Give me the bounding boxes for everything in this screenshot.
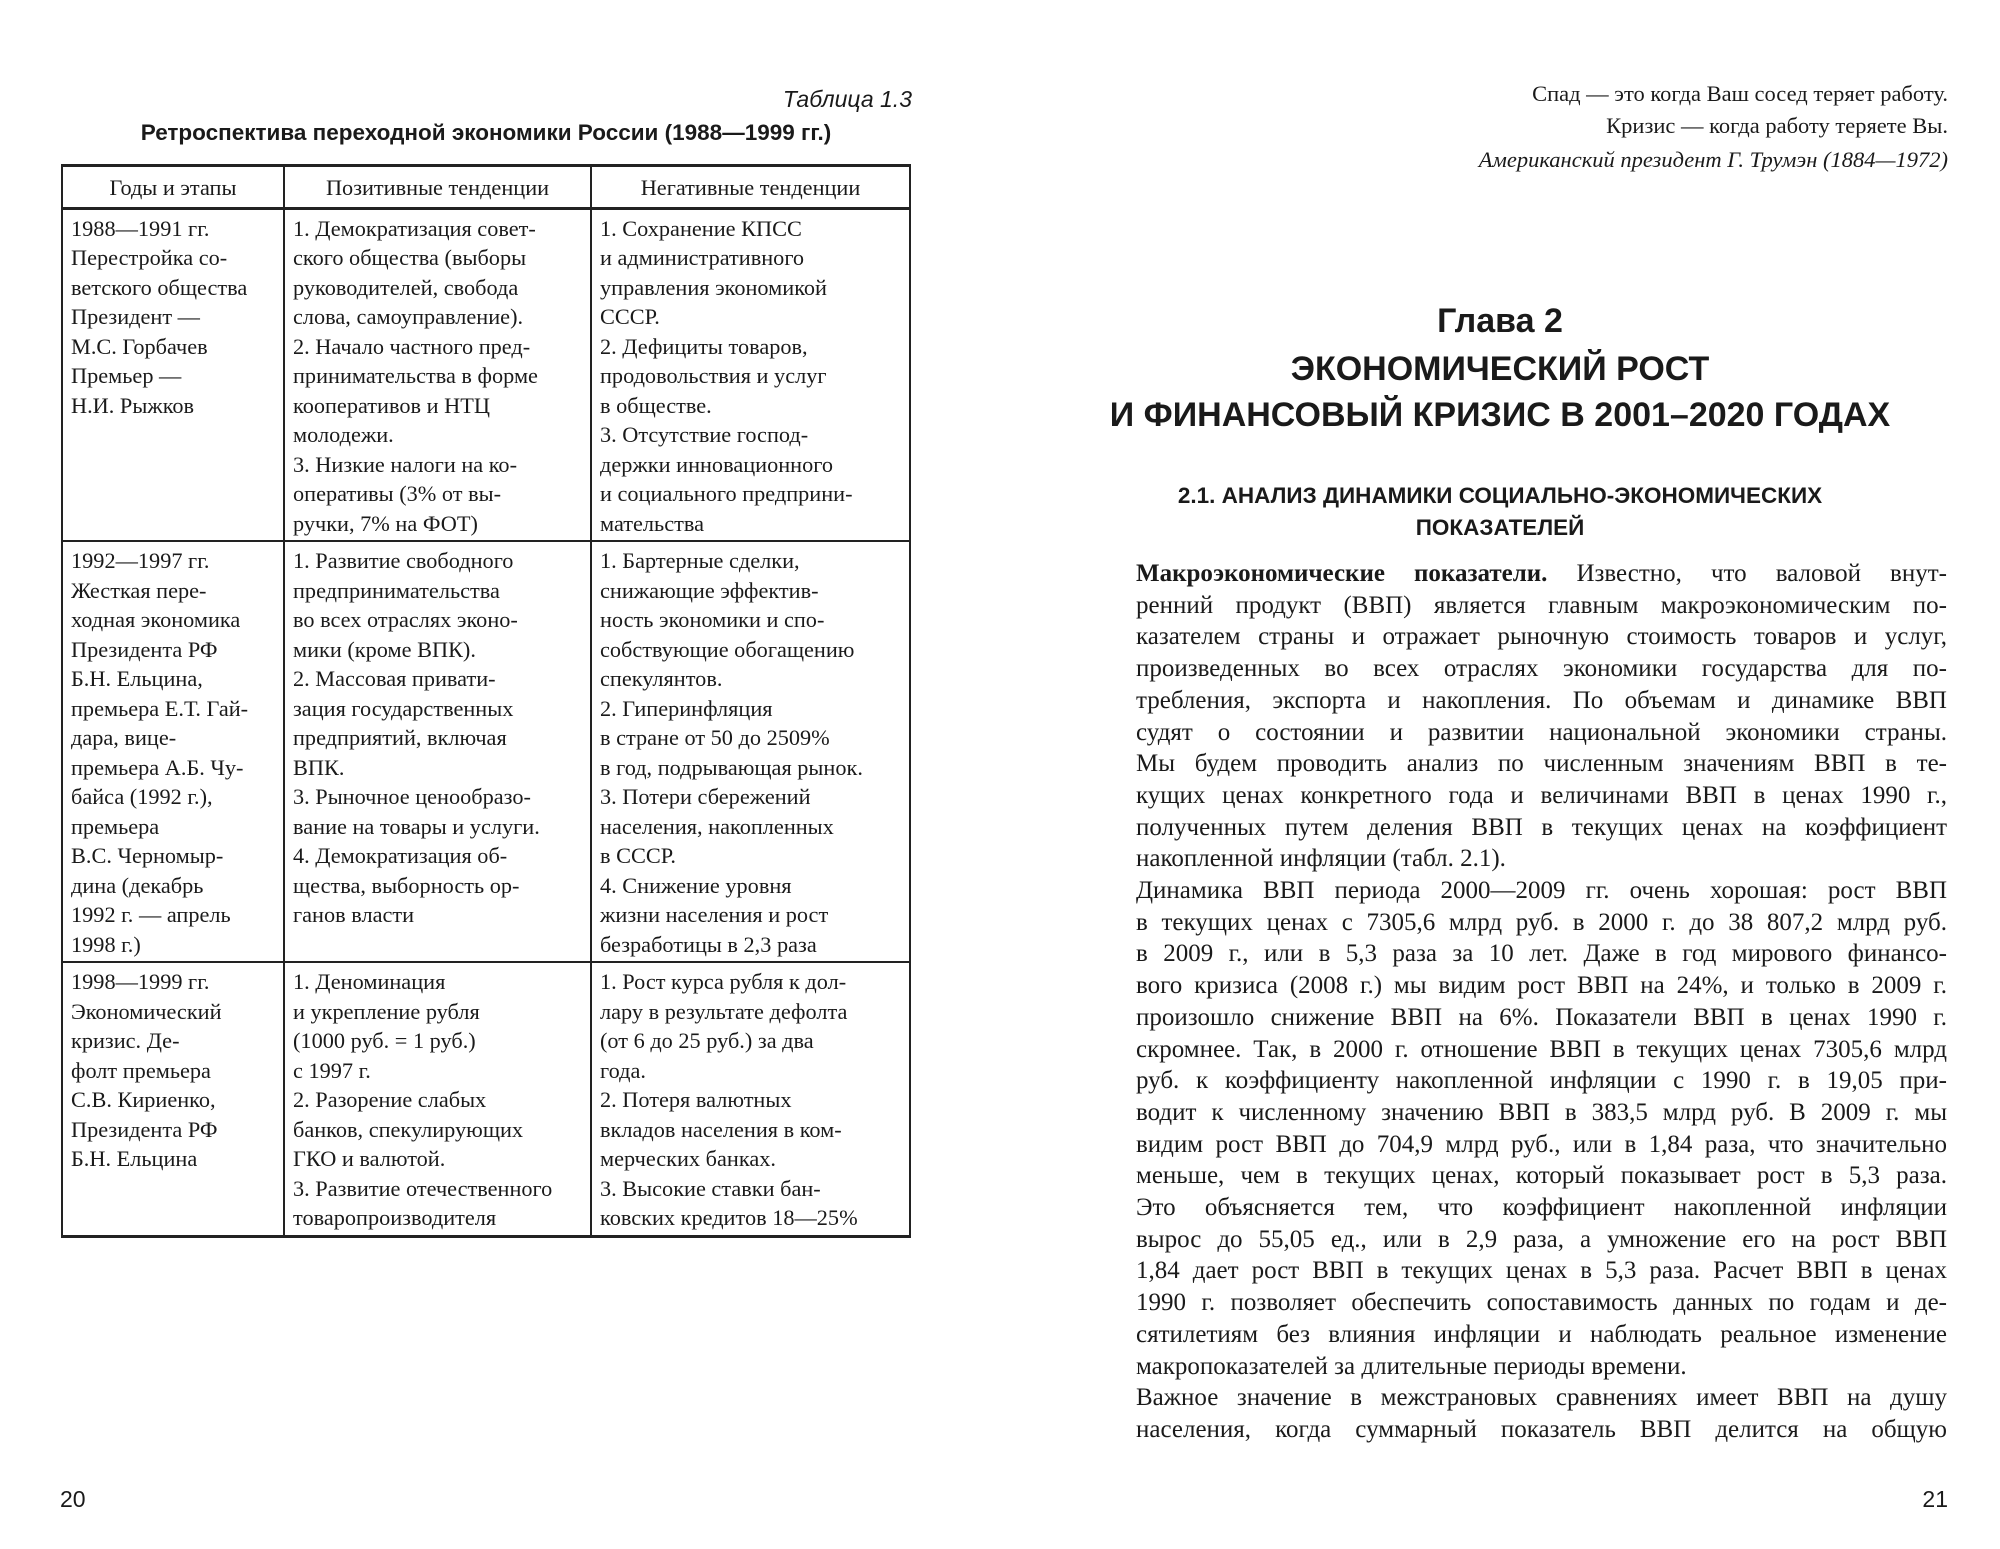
epigraph-author: Американский президент Г. Трумэн (1884—1972) (1478, 147, 1948, 172)
cell-positive: 1. Развитие свободного предпринимательства во всех отраслях эконо- мики (кроме ВПК). 2. Массовая привати- зация государственных предприятий, включая ВПК. 3. Рыночное ценообразо- вание на товары и услуги. 4. Демократизация об- щества, выборность ор- ганов власти (284, 541, 591, 962)
cell-period: 1988—1991 гг. Перестройка со- ветского общества Президент — М.С. Горбачев Премьер — Н.И. Рыжков (62, 208, 284, 541)
paragraph-line: руб. к коэффициенту накопленной инфляции с 1990 г. в 19,05 при- (1136, 1067, 1947, 1095)
table-row (62, 962, 910, 1236)
paragraph-line-text: Известно, что валовой внут- (1547, 560, 1947, 587)
chapter-title-line: И ФИНАНСОВЫЙ КРИЗИС В 2001–2020 ГОДАХ (1109, 396, 1891, 434)
section-title-line: 2.1. АНАЛИЗ ДИНАМИКИ СОЦИАЛЬНО-ЭКОНОМИЧЕСКИХ (1177, 483, 1823, 508)
cell-negative: 1. Сохранение КПСС и административного управления экономикой СССР. 2. Дефициты товаров, продовольствия и услуг в обществе. 3. Отсутствие господ- держки инновационного и социального предприни- мательства (591, 208, 910, 541)
section-title (1100, 480, 1900, 544)
header-positive: Позитивные тенденции (284, 166, 591, 209)
body-text (1104, 558, 1947, 1446)
paragraph-line: 1990 г. позволяет обеспечить сопоставимость данных по годам и де- (1136, 1289, 1947, 1317)
page-number-left: 20 (60, 1486, 86, 1512)
retrospective-table (61, 164, 911, 1238)
paragraph-line: 1,84 дает рост ВВП в текущих ценах в 5,3 раза. Расчет ВВП в ценах (1136, 1257, 1947, 1285)
table-header-row (62, 166, 910, 209)
paragraph-1 (1104, 558, 1947, 875)
header-years: Годы и этапы (62, 166, 284, 209)
table-number: Таблица 1.3 (782, 86, 912, 112)
paragraph-line: Мы будем проводить анализ по численным значениям ВВП в те- (1136, 750, 1947, 778)
paragraph-line: меньше, чем в текущих ценах, который показывает рост в 5,3 раза. (1136, 1162, 1947, 1190)
paragraph-line: Динамика ВВП периода 2000—2009 гг. очень хорошая: рост ВВП (1136, 877, 1947, 905)
epigraph (1248, 78, 1948, 176)
paragraph-line: произведенных во всех отраслях экономики государства для по- (1136, 655, 1947, 683)
paragraph-line: видим рост ВВП до 704,9 млрд руб., или в 1,84 раза, что значительно (1136, 1130, 1947, 1158)
page-number-right: 21 (1922, 1486, 1948, 1512)
cell-negative: 1. Рост курса рубля к дол- лару в результате дефолта (от 6 до 25 руб.) за два года. 2. Потеря валютных вкладов населения в ком- мерческих банках. 3. Высокие ставки бан- ковских кредитов 18—25% (591, 962, 910, 1236)
paragraph-line: вого кризиса (2008 г.) мы видим рост ВВП на 24%, и только в 2009 г. (1136, 972, 1947, 1000)
paragraph-line: казателем страны и отражает рыночную стоимость товаров и услуг, (1136, 623, 1947, 651)
cell-period: 1998—1999 гг. Экономический кризис. Де- фолт премьера С.В. Кириенко, Президента РФ Б.Н. Ельцина (62, 962, 284, 1236)
paragraph-2 (1104, 875, 1947, 1382)
cell-negative: 1. Бартерные сделки, снижающие эффектив- ность экономики и спо- собствующие обогащению спекулянтов. 2. Гиперинфляция в стране от 50 до 2509% в год, подрывающая рынок. 3. Потери сбережений населения, накопленных в СССР. 4. Снижение уровня жизни населения и рост безработицы в 2,3 раза (591, 541, 910, 962)
table-row (62, 208, 910, 541)
paragraph-line (1104, 558, 1947, 590)
chapter-label: Глава 2 (1437, 302, 1563, 340)
paragraph-line: произошло снижение ВВП на 6%. Показатели ВВП в ценах 1990 г. (1136, 1003, 1947, 1031)
section-title-line: ПОКАЗАТЕЛЕЙ (1415, 515, 1585, 540)
paragraph-line: сятилетиям без влияния инфляции и наблюдать реальное изменение (1136, 1320, 1947, 1348)
paragraph-3 (1104, 1382, 1947, 1445)
right-page (1000, 0, 2000, 1549)
chapter-title-line: ЭКОНОМИЧЕСКИЙ РОСТ (1290, 350, 1710, 388)
paragraph-line: в текущих ценах с 7305,6 млрд руб. в 2000 г. до 38 807,2 млрд руб. (1136, 908, 1947, 936)
paragraph-line: Важное значение в межстрановых сравнениях имеет ВВП на душу (1136, 1384, 1947, 1412)
paragraph-line: ренний продукт (ВВП) является главным макроэкономическим по- (1136, 591, 1947, 619)
paragraph-line: Это объясняется тем, что коэффициент накопленной инфляции (1136, 1194, 1947, 1222)
paragraph-line: водит к численному значению ВВП в 383,5 млрд руб. В 2009 г. мы (1136, 1098, 1947, 1126)
paragraph-line: населения, когда суммарный показатель ВВП делится на общую (1136, 1415, 1947, 1443)
header-negative: Негативные тенденции (591, 166, 910, 209)
paragraph-line: кущих ценах конкретного года и величинами ВВП в ценах 1990 г., (1136, 781, 1947, 809)
paragraph-line: накопленной инфляции (табл. 2.1). (1136, 845, 1506, 873)
table-title: Ретроспектива переходной экономики России (1988—1999 гг.) (140, 120, 832, 145)
paragraph-line: вырос до 55,05 ед., или в 2,9 раза, а умножение его на рост ВВП (1136, 1225, 1947, 1253)
cell-positive: 1. Демократизация совет- ского общества (выборы руководителей, свобода слова, самоуправление). 2. Начало частного пред- принимательства в форме кооперативов и НТЦ молодежи. 3. Низкие налоги на ко- оперативы (3% от вы- ручки, 7% на ФОТ) (284, 208, 591, 541)
paragraph-line: скромнее. Так, в 2000 г. отношение ВВП в текущих ценах 7305,6 млрд (1136, 1035, 1947, 1063)
table-row (62, 541, 910, 962)
paragraph-line: полученных путем деления ВВП в текущих ценах на коэффициент (1136, 813, 1947, 841)
cell-positive: 1. Деноминация и укрепление рубля (1000 руб. = 1 руб.) с 1997 г. 2. Разорение слабых банков, спекулирующих ГКО и валютой. 3. Развитие отечественного товаропроизводителя (284, 962, 591, 1236)
paragraph-line: в 2009 г., или в 5,3 раза за 10 лет. Даже в год мирового финансо- (1136, 940, 1947, 968)
epigraph-line: Кризис — когда работу теряете Вы. (1606, 113, 1948, 138)
paragraph-line: судят о состоянии и развитии национальной экономики страны. (1136, 718, 1947, 746)
cell-period: 1992—1997 гг. Жесткая пере- ходная экономика Президента РФ Б.Н. Ельцина, премьера Е.Т. Гай- дара, вице- премьера А.Б. Чу- байса (1992 г.), премьера В.С. Черномыр- дина (декабрь 1992 г. — апрель 1998 г.) (62, 541, 284, 962)
paragraph-line: требления, экспорта и накопления. По объемам и динамике ВВП (1136, 686, 1947, 714)
paragraph-line: макропоказателей за длительные периоды времени. (1136, 1352, 1687, 1380)
epigraph-line: Спад — это когда Ваш сосед теряет работу. (1532, 81, 1948, 106)
chapter-title (1060, 346, 1940, 438)
paragraph-lead: Макроэкономические показатели. (1136, 560, 1548, 587)
